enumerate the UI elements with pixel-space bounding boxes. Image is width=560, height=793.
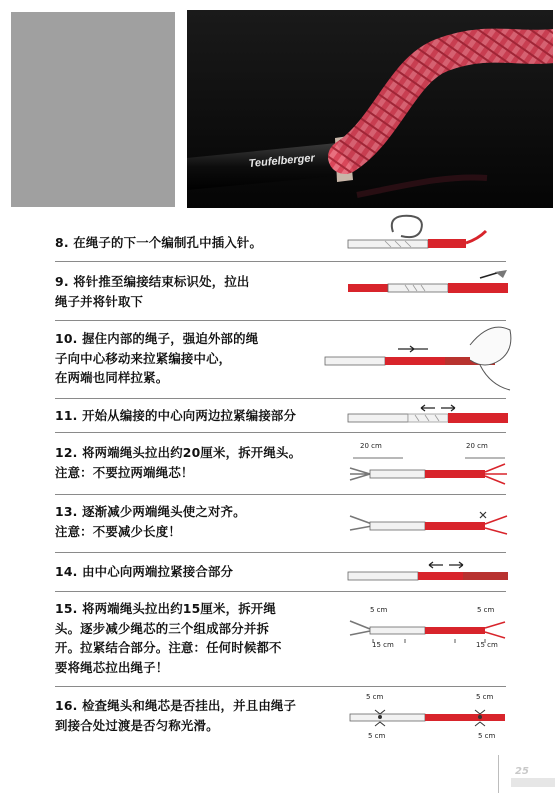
step-11-text: 11. 开始从编接的中心向两边拉紧编接部分 (55, 408, 297, 423)
label-20cm-right: 20 cm (466, 442, 488, 450)
step-13-text: 13. 逐渐减少两端绳头使之对齐。 注意：不要减少长度！ (55, 504, 246, 539)
label-5cm-left: 5 cm (370, 606, 388, 614)
divider (55, 494, 506, 495)
divider (55, 320, 506, 321)
label-15cm-right: 15 cm (476, 641, 498, 649)
step-10-text: 10. 握住内部的绳子，强迫外部的绳 子向中心移动来拉紧编接中心， 在两端也同样拉紧。 (55, 331, 259, 385)
step-15-figure (345, 615, 515, 645)
label-20cm-left: 20 cm (360, 442, 382, 450)
step-12-figure (345, 450, 515, 490)
divider (55, 261, 506, 262)
divider (55, 432, 506, 433)
step-8-figure (345, 212, 505, 258)
page-number-bar (511, 778, 555, 787)
label-5cm-top-right: 5 cm (476, 693, 494, 701)
label-5cm-bottom-right: 5 cm (478, 732, 496, 740)
step-9-figure (345, 268, 513, 308)
label-5cm-bottom-left: 5 cm (368, 732, 386, 740)
step-14-figure (345, 556, 515, 590)
step-15-text: 15. 将两端绳头拉出约15厘米，拆开绳 头。逐步减少绳芯的三个组成部分并拆 开。拉紧结合部分。注意：任何时候都不 要将绳芯拉出绳子！ (55, 601, 282, 675)
step-10-figure (320, 325, 515, 395)
step-9-text: 9. 将针推至编接结束标识处，拉出 绳子并将针取下 (55, 274, 250, 309)
page-number: 25 (515, 766, 529, 777)
page-corner-line (498, 755, 499, 793)
divider (55, 552, 506, 553)
step-13-figure (345, 502, 515, 542)
step-12-text: 12. 将两端绳头拉出约20厘米，拆开绳头。 注意：不要拉两端绳芯！ (55, 445, 302, 480)
label-15cm-left: 15 cm (372, 641, 394, 649)
brand-logo: Teufelberger (248, 152, 316, 170)
step-14-text: 14. 由中心向两端拉紧接合部分 (55, 564, 234, 579)
divider (55, 686, 506, 687)
step-8-text: 8. 在绳子的下一个编制孔中插入针。 (55, 235, 263, 250)
label-5cm-top-left: 5 cm (366, 693, 384, 701)
step-16-figure (345, 702, 515, 734)
divider (55, 591, 506, 592)
label-5cm-right: 5 cm (477, 606, 495, 614)
step-16-text: 16. 检查绳头和绳芯是否挂出，并且由绳子 到接合处过渡是否匀称光滑。 (55, 698, 297, 733)
step-11-figure (345, 398, 513, 434)
